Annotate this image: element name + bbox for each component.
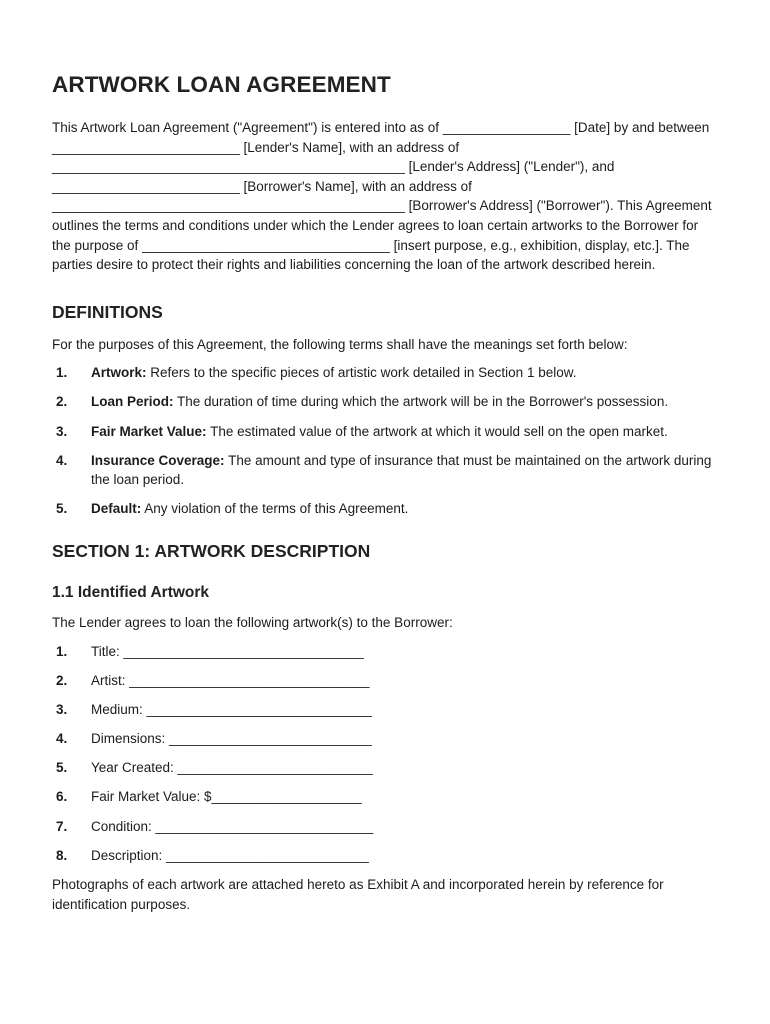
list-number: 8. — [56, 847, 68, 863]
artwork-field-dimensions: Dimensions: ___________________________ — [91, 731, 372, 747]
list-item — [52, 846, 720, 866]
list-number: 5. — [56, 760, 68, 776]
artwork-field-condition: Condition: _____________________________ — [91, 818, 374, 834]
list-item — [52, 363, 720, 383]
definition-term: Loan Period: — [91, 394, 174, 410]
definition-text: The estimated value of the artwork at which it would sell on the open market. — [206, 423, 668, 439]
list-number: 6. — [56, 789, 68, 805]
list-number: 1. — [56, 643, 68, 659]
definition-text: The amount and type of insurance that must be maintained on the artwork during the loan period. — [91, 452, 712, 488]
artwork-field-artist: Artist: ________________________________ — [91, 672, 370, 688]
definitions-heading: DEFINITIONS — [52, 301, 163, 322]
artwork-field-description: Description: ___________________________ — [91, 847, 369, 863]
list-number: 2. — [56, 672, 68, 688]
section-1-heading: SECTION 1: ARTWORK DESCRIPTION — [52, 540, 371, 561]
list-number: 3. — [56, 701, 68, 717]
list-item — [52, 642, 720, 662]
list-item — [52, 729, 720, 749]
list-item — [52, 671, 720, 691]
list-item — [52, 758, 720, 778]
list-item — [52, 451, 720, 490]
artwork-field-fair-market-value: Fair Market Value: $____________________ — [91, 789, 362, 805]
section-1-1-subheading: 1.1 Identified Artwork — [52, 583, 210, 601]
list-number: 7. — [56, 818, 68, 834]
definition-text: The duration of time during which the artwork will be in the Borrower's possession. — [173, 394, 669, 410]
document-title: ARTWORK LOAN AGREEMENT — [52, 72, 391, 97]
definition-term: Insurance Coverage: — [91, 452, 225, 468]
list-number: 5. — [56, 501, 68, 517]
intro-paragraph: This Artwork Loan Agreement ("Agreement") is entered into as of _________________ [Date] by and between _________________________ [Lender's Name], with an address of _______________________________________________ [Lender's Address] ("Lender"), and _________________________ [Borrower's Name], with an address of _______________________________________________ [Borrower's Address] ("Borrower"). This Agreement outlines the terms and conditions under which the Lender agrees to loan certain artworks to the Borrower for the purpose of _________________________________ [insert purpose, e.g., exhibition, display, etc.]. The parties desire to protect their rights and liabilities concerning the loan of the artwork described herein. — [52, 120, 712, 273]
definitions-list — [52, 363, 720, 519]
definitions-intro: For the purposes of this Agreement, the following terms shall have the meanings set forth below: — [52, 336, 628, 352]
definition-text: Refers to the specific pieces of artistic work detailed in Section 1 below. — [146, 365, 577, 381]
exhibit-paragraph: Photographs of each artwork are attached hereto as Exhibit A and incorporated herein by reference for identification purposes. — [52, 877, 664, 912]
list-number: 4. — [56, 731, 68, 747]
artwork-field-year-created: Year Created: __________________________ — [91, 760, 373, 776]
list-item — [52, 817, 720, 837]
definition-term: Fair Market Value: — [91, 423, 207, 439]
list-number: 3. — [56, 423, 68, 439]
list-number: 2. — [56, 394, 68, 410]
document-page — [52, 68, 720, 914]
list-item — [52, 700, 720, 720]
artwork-field-title: Title: ________________________________ — [91, 643, 364, 659]
list-number: 1. — [56, 365, 68, 381]
artwork-field-medium: Medium: ______________________________ — [91, 701, 372, 717]
definition-text: Any violation of the terms of this Agreement. — [141, 501, 409, 517]
section-1-intro: The Lender agrees to loan the following artwork(s) to the Borrower: — [52, 614, 453, 630]
list-item — [52, 422, 720, 442]
artwork-fields-list — [52, 642, 720, 866]
list-number: 4. — [56, 452, 68, 468]
list-item — [52, 787, 720, 807]
list-item — [52, 392, 720, 412]
definition-term: Default: — [91, 501, 142, 517]
definition-term: Artwork: — [91, 365, 147, 381]
list-item — [52, 499, 720, 519]
